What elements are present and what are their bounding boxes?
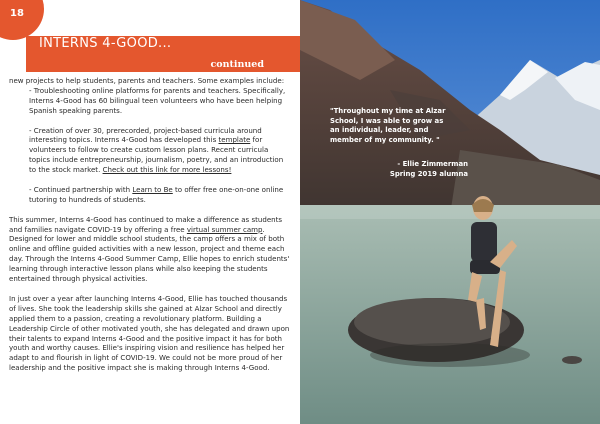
page-number-badge [0,0,44,40]
bullet-curricula-text-b: for volunteers to follow to create custom lesson plans. Recent curricula topics include entrepreneurship, journalism, poetry, and an introduction to the stock market. [29,135,284,175]
learn-to-be-link[interactable]: Learn to Be [132,184,173,194]
intro-paragraph: new projects to help students, parents and teachers. Some examples include: [9,76,285,85]
bullet-troubleshooting: - Troubleshooting online platforms for parents and teachers. Specifically, Interns 4-Good has 60 bilingual teen volunteers who have been helping Spanish speaking parents. [29,85,286,115]
lessons-link[interactable]: Check out this link for more lessons! [102,165,232,175]
summer-camp-link[interactable]: virtual summer camp [186,224,263,234]
page-subtitle: continued [210,59,264,70]
pull-quote: "Throughout my time at Alzar School, I was able to grow as an individual, leader, and member of my community. " [330,107,446,144]
summer-camp-text-b: . Designed for lower and middle school students, the camp offers a mix of both online and offline guided activities with a new lesson, project and theme each day. Through the Interns 4-Good Summer Camp, Ellie hopes to enrich students' learning through interactive lesson plans while also keeping the students entertained through physical activities. [9,224,290,284]
impact-paragraph: In just over a year after launching Interns 4-Good, Ellie has touched thousands of lives. She took the leadership skills she gained at Alzar School and directly applied them to a passion, creating a revolutionary platform. Building a Leadership Circle of other motivated youth, she has delegated and drawn upon their talents to expand Interns 4-Good and the positive impact it has for both youth and worthy causes. Ellie's inspiring vision and resilience has helped her adapt to and flourish in light of COVID-19. We could not be more proud of her leadership and the positive impact she is making through Interns 4-Good. [9,293,290,373]
article-body [9,76,291,373]
bullet-curricula-text-a: - Creation of over 30, prerecorded, project-based curricula around interesting topics. Interns 4-Good has developed this [29,125,262,145]
page-number: 18 [10,8,24,19]
quote-author-role: Spring 2019 alumna [389,170,468,178]
bullet-curricula [9,126,291,176]
mountain-lake-photo [300,0,600,424]
template-link[interactable]: template [218,135,251,145]
bullet-tutoring-text-a: - Continued partnership with [29,184,133,194]
title-banner [26,36,300,72]
quote-author: - Ellie Zimmerman [397,160,468,168]
summer-camp-text-a: This summer, Interns 4-Good has continued to make a difference as students and families navigate COVID-19 by offering a free [9,214,283,234]
summer-camp-paragraph [9,215,291,284]
page-title: INTERNS 4-GOOD... [39,36,172,51]
bullet-tutoring-text-b: to offer free one-on-one online tutoring to hundreds of students. [29,184,284,204]
photo-panel [300,0,600,424]
bullet-tutoring [9,185,291,205]
